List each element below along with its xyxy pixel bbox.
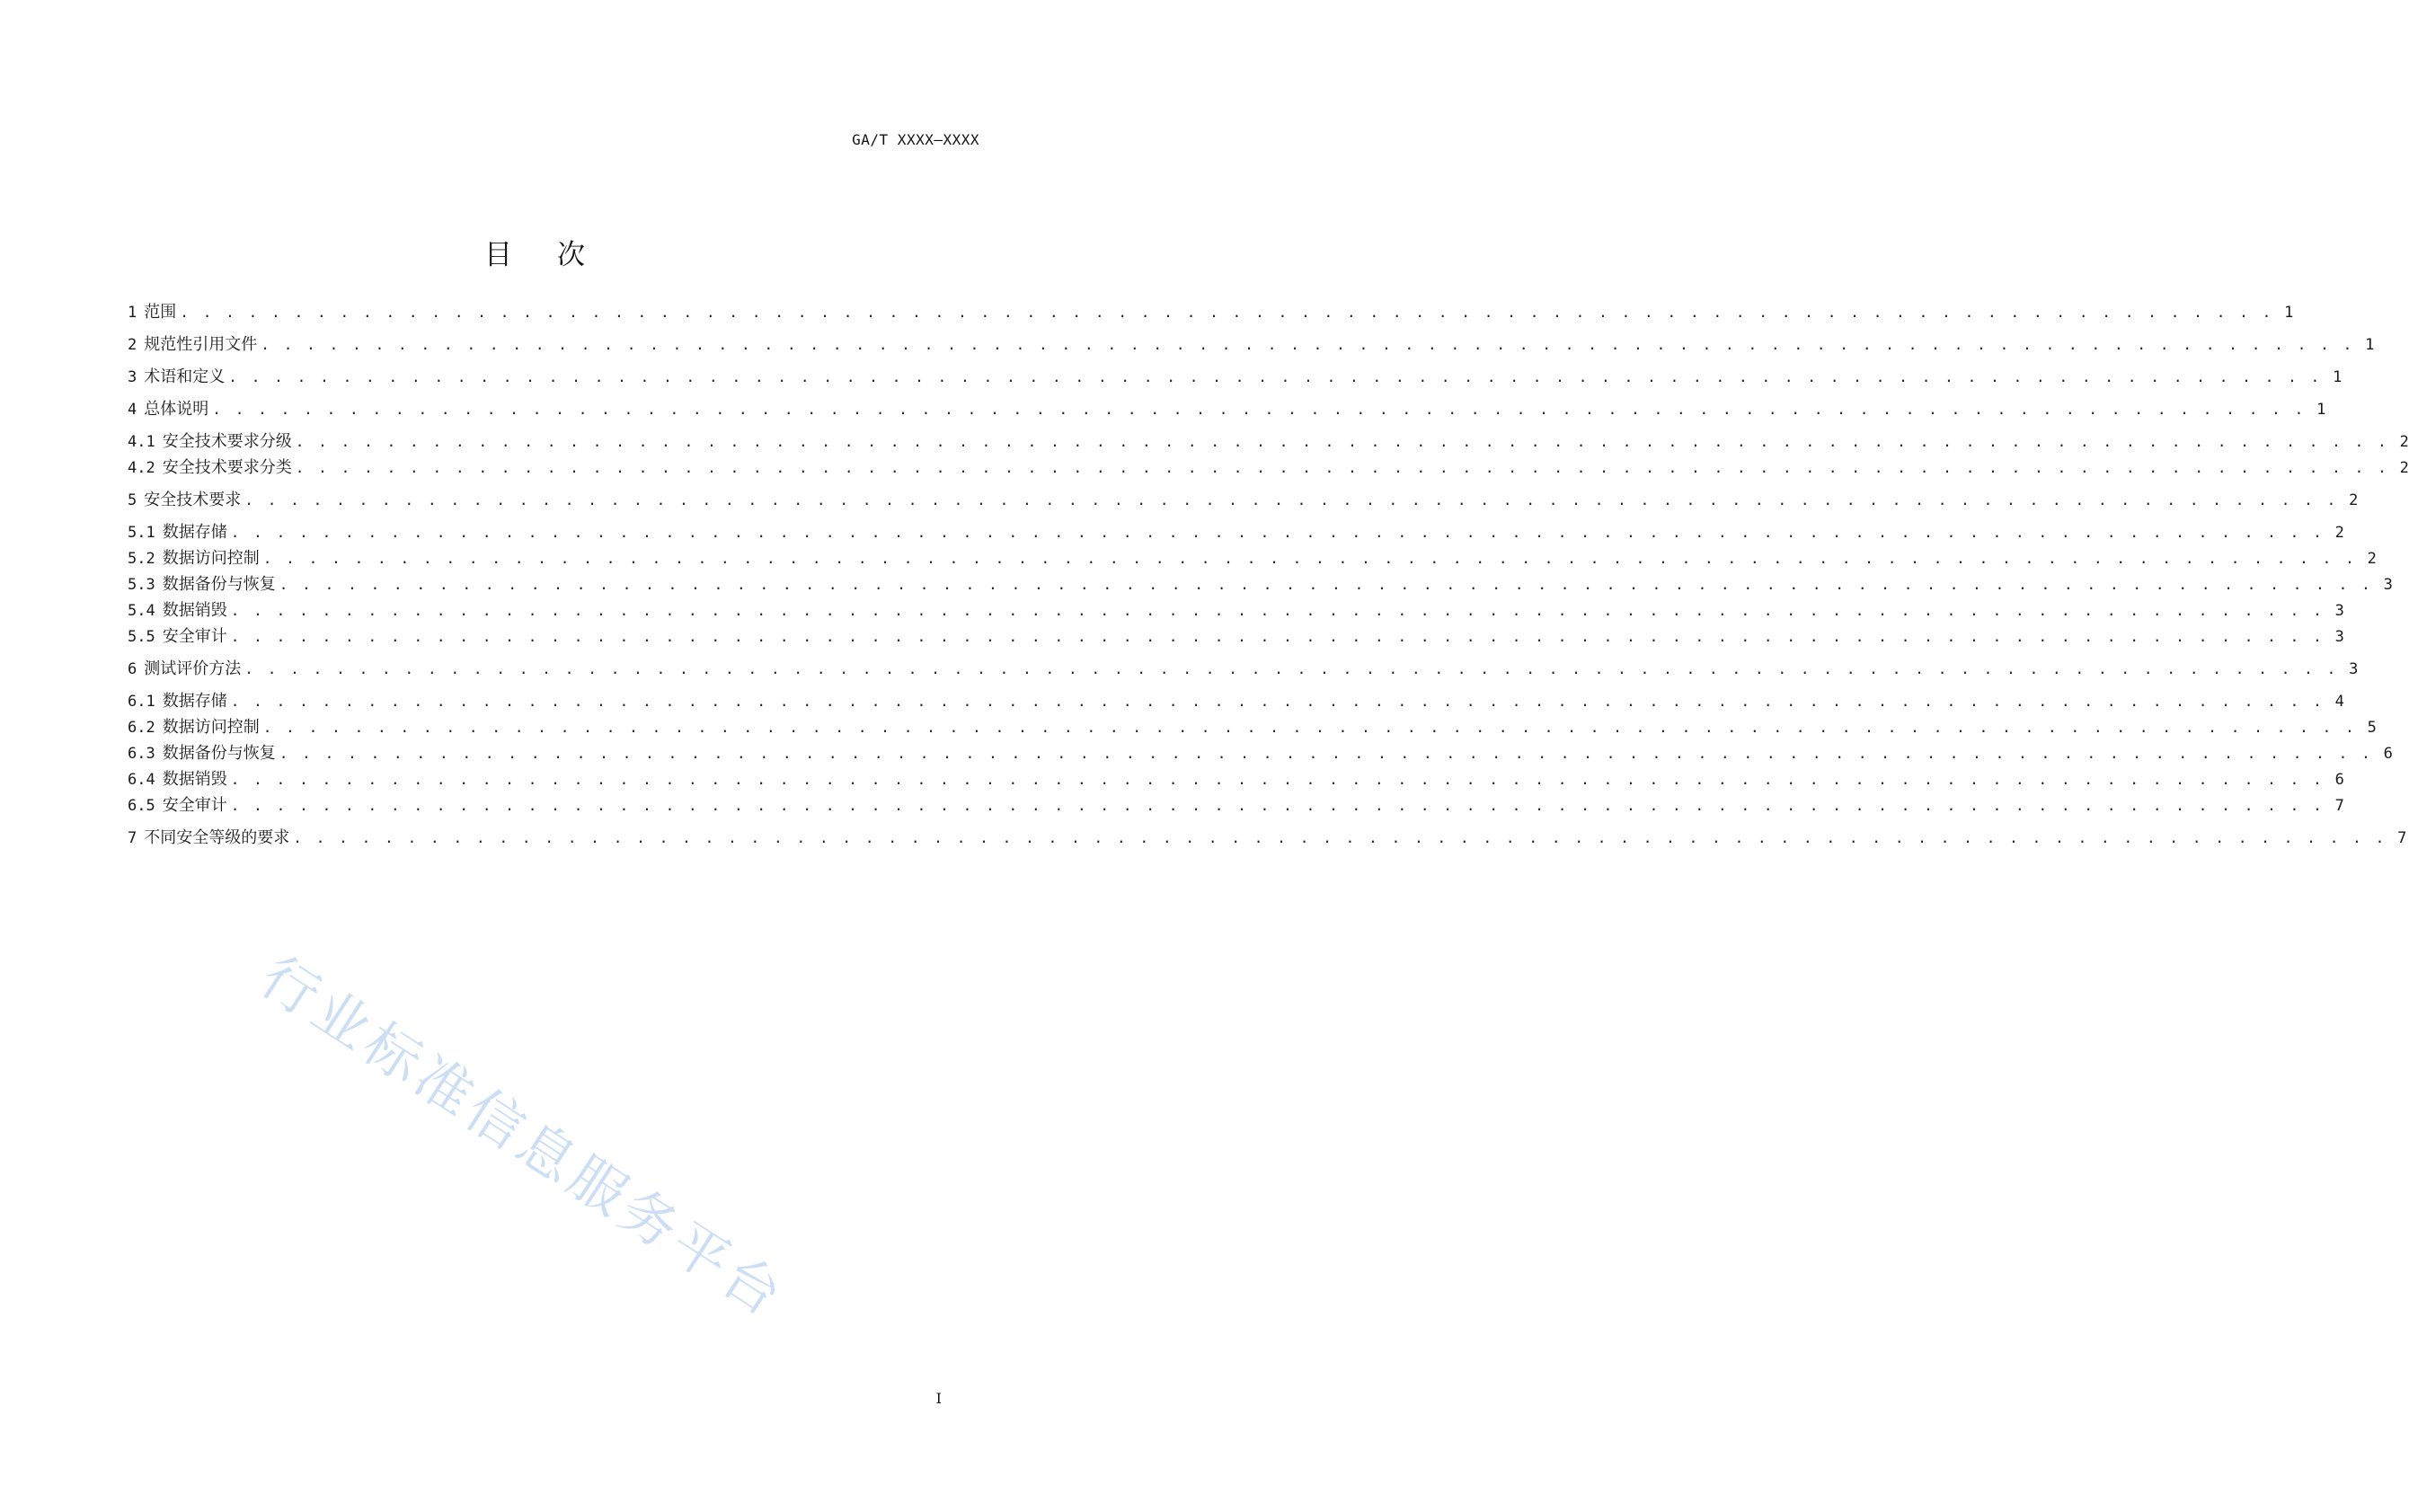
toc-entry-page: 2 — [2399, 433, 2409, 451]
toc-leader-dots: . . . . . . . . . . . . . . . . . . . . . . . . . . . . . . . . . . . . . . . . . . . . . . . . . . . . . . . . . . . . . . . . . . . . . . . . . . . . . . . . . . . . . . . . . . . . — [279, 576, 2373, 593]
toc-entry-label: 数据存储 — [162, 523, 227, 542]
toc-entry[interactable] — [128, 574, 2393, 596]
toc-entry-page: 2 — [2399, 459, 2409, 477]
toc-entry-page: 7 — [2334, 797, 2344, 815]
toc-entry[interactable] — [128, 490, 2359, 511]
toc-entry[interactable] — [128, 659, 2359, 680]
toc-entry-label: 安全技术要求分类 — [162, 458, 292, 477]
toc-leader-dots: . . . . . . . . . . . . . . . . . . . . . . . . . . . . . . . . . . . . . . . . . . . . . . . . . . . . . . . . . . . . . . . . . . . . . . . . . . . . . . . . . . . . . . . . . . . . — [230, 693, 2325, 710]
toc-leader-dots: . . . . . . . . . . . . . . . . . . . . . . . . . . . . . . . . . . . . . . . . . . . . . . . . . . . . . . . . . . . . . . . . . . . . . . . . . . . . . . . . . . . . . . . . . . . . — [261, 336, 2355, 353]
toc-title: 目次 — [484, 239, 630, 271]
toc-entry-page: 6 — [2383, 745, 2393, 763]
toc-entry[interactable] — [128, 827, 2407, 849]
toc-entry-number: 6.4 — [128, 771, 155, 789]
toc-entry-label: 总体说明 — [144, 400, 209, 419]
standard-code: GA/T XXXX—XXXX — [852, 131, 979, 148]
toc-entry[interactable] — [128, 334, 2375, 356]
toc-entry-page: 5 — [2367, 719, 2377, 737]
toc-entry-number: 6 — [128, 660, 137, 678]
toc-entry-number: 7 — [128, 829, 137, 847]
toc-entry-number: 5.5 — [128, 628, 155, 646]
toc-leader-dots: . . . . . . . . . . . . . . . . . . . . . . . . . . . . . . . . . . . . . . . . . . . . . . . . . . . . . . . . . . . . . . . . . . . . . . . . . . . . . . . . . . . . . . . . . . . . — [295, 459, 2389, 476]
toc-entry-label: 安全审计 — [162, 627, 227, 646]
toc-leader-dots: . . . . . . . . . . . . . . . . . . . . . . . . . . . . . . . . . . . . . . . . . . . . . . . . . . . . . . . . . . . . . . . . . . . . . . . . . . . . . . . . . . . . . . . . . . . . — [244, 491, 2339, 508]
toc-entry-page: 7 — [2397, 829, 2407, 847]
toc-leader-dots: . . . . . . . . . . . . . . . . . . . . . . . . . . . . . . . . . . . . . . . . . . . . . . . . . . . . . . . . . . . . . . . . . . . . . . . . . . . . . . . . . . . . . . . . . . . . — [262, 550, 2357, 567]
toc-entry-page: 3 — [2334, 628, 2344, 646]
toc-entry-number: 2 — [128, 336, 137, 354]
toc-entry-number: 5 — [128, 491, 137, 509]
toc-entry-page: 2 — [2334, 524, 2344, 542]
page-number: I — [935, 1390, 942, 1407]
toc-entry[interactable] — [128, 626, 2344, 648]
toc-entry-number: 4.2 — [128, 459, 155, 477]
toc-entry-label: 数据访问控制 — [162, 549, 260, 568]
toc-entry-page: 3 — [2334, 602, 2344, 620]
toc-leader-dots: . . . . . . . . . . . . . . . . . . . . . . . . . . . . . . . . . . . . . . . . . . . . . . . . . . . . . . . . . . . . . . . . . . . . . . . . . . . . . . . . . . . . . . . . . . . . — [293, 829, 2387, 846]
toc-entry-page: 6 — [2334, 771, 2344, 789]
toc-entry-page: 3 — [2383, 576, 2393, 594]
toc-entry-number: 4.1 — [128, 433, 155, 451]
toc-entry-number: 4 — [128, 401, 137, 419]
toc-entry[interactable] — [128, 769, 2344, 791]
toc-entry-number: 5.2 — [128, 550, 155, 568]
toc-entry-label: 数据备份与恢复 — [162, 575, 276, 594]
toc-entry[interactable] — [128, 548, 2377, 570]
toc-entry[interactable] — [128, 399, 2326, 420]
toc-entry[interactable] — [128, 743, 2393, 765]
toc-entry[interactable] — [128, 795, 2344, 817]
toc-leader-dots: . . . . . . . . . . . . . . . . . . . . . . . . . . . . . . . . . . . . . . . . . . . . . . . . . . . . . . . . . . . . . . . . . . . . . . . . . . . . . . . . . . . . . . . . . . . . — [295, 433, 2389, 450]
toc-entry[interactable] — [128, 367, 2343, 388]
toc-leader-dots: . . . . . . . . . . . . . . . . . . . . . . . . . . . . . . . . . . . . . . . . . . . . . . . . . . . . . . . . . . . . . . . . . . . . . . . . . . . . . . . . . . . . . . . . . . . . — [230, 602, 2325, 619]
toc-entry-number: 5.3 — [128, 576, 155, 594]
toc-entry-page: 2 — [2349, 491, 2359, 509]
toc-entry-label: 数据备份与恢复 — [162, 744, 276, 763]
toc-leader-dots: . . . . . . . . . . . . . . . . . . . . . . . . . . . . . . . . . . . . . . . . . . . . . . . . . . . . . . . . . . . . . . . . . . . . . . . . . . . . . . . . . . . . . . . . . . . . — [212, 401, 2307, 418]
toc-leader-dots: . . . . . . . . . . . . . . . . . . . . . . . . . . . . . . . . . . . . . . . . . . . . . . . . . . . . . . . . . . . . . . . . . . . . . . . . . . . . . . . . . . . . . . . . . . . . — [262, 719, 2357, 736]
toc-entry[interactable] — [128, 522, 2344, 544]
toc-entry[interactable] — [128, 691, 2344, 712]
toc-entry-number: 5.4 — [128, 602, 155, 620]
toc-entry[interactable] — [128, 457, 2409, 479]
toc-entry-number: 5.1 — [128, 524, 155, 542]
toc-entry-label: 安全技术要求 — [144, 491, 242, 509]
toc-entry-number: 6.1 — [128, 693, 155, 711]
toc-entry-page: 2 — [2367, 550, 2377, 568]
toc-leader-dots: . . . . . . . . . . . . . . . . . . . . . . . . . . . . . . . . . . . . . . . . . . . . . . . . . . . . . . . . . . . . . . . . . . . . . . . . . . . . . . . . . . . . . . . . . . . . — [230, 524, 2325, 541]
toc-entry-label: 不同安全等级的要求 — [144, 828, 290, 847]
toc-entry[interactable] — [128, 600, 2344, 622]
toc-entry-label: 安全审计 — [162, 796, 227, 815]
toc-entry-page: 1 — [2333, 368, 2343, 386]
toc-entry-page: 1 — [2365, 336, 2375, 354]
toc-leader-dots: . . . . . . . . . . . . . . . . . . . . . . . . . . . . . . . . . . . . . . . . . . . . . . . . . . . . . . . . . . . . . . . . . . . . . . . . . . . . . . . . . . . . . . . . . . . . — [230, 797, 2325, 814]
toc-entry[interactable] — [128, 431, 2409, 453]
toc-entry-page: 4 — [2334, 693, 2344, 711]
toc-entry-label: 测试评价方法 — [144, 659, 242, 678]
toc-entry-label: 数据销毁 — [162, 770, 227, 789]
toc-entry-page: 3 — [2349, 660, 2359, 678]
toc-leader-dots: . . . . . . . . . . . . . . . . . . . . . . . . . . . . . . . . . . . . . . . . . . . . . . . . . . . . . . . . . . . . . . . . . . . . . . . . . . . . . . . . . . . . . . . . . . . . — [230, 628, 2325, 645]
toc-entry-number: 6.3 — [128, 745, 155, 763]
toc-entry-label: 数据访问控制 — [162, 718, 260, 737]
toc-entry-label: 规范性引用文件 — [144, 335, 258, 354]
toc-entry-label: 安全技术要求分级 — [162, 432, 292, 451]
toc-leader-dots: . . . . . . . . . . . . . . . . . . . . . . . . . . . . . . . . . . . . . . . . . . . . . . . . . . . . . . . . . . . . . . . . . . . . . . . . . . . . . . . . . . . . . . . . . . . . — [279, 745, 2373, 762]
toc-entry-number: 3 — [128, 368, 137, 386]
toc-leader-dots: . . . . . . . . . . . . . . . . . . . . . . . . . . . . . . . . . . . . . . . . . . . . . . . . . . . . . . . . . . . . . . . . . . . . . . . . . . . . . . . . . . . . . . . . . . . . — [244, 660, 2339, 677]
toc-entry-page: 1 — [2316, 401, 2326, 419]
toc-entry-label: 数据销毁 — [162, 601, 227, 620]
toc-entry-label: 术语和定义 — [144, 367, 226, 386]
toc-entry-label: 数据存储 — [162, 692, 227, 711]
toc-entry-page: 1 — [2284, 304, 2294, 322]
toc-entry[interactable] — [128, 302, 2294, 323]
toc-entry[interactable] — [128, 717, 2377, 738]
toc-leader-dots: . . . . . . . . . . . . . . . . . . . . . . . . . . . . . . . . . . . . . . . . . . . . . . . . . . . . . . . . . . . . . . . . . . . . . . . . . . . . . . . . . . . . . . . . . . . . — [180, 304, 2274, 321]
toc-entry-number: 6.5 — [128, 797, 155, 815]
toc-leader-dots: . . . . . . . . . . . . . . . . . . . . . . . . . . . . . . . . . . . . . . . . . . . . . . . . . . . . . . . . . . . . . . . . . . . . . . . . . . . . . . . . . . . . . . . . . . . . — [228, 368, 2323, 385]
toc-entry-number: 6.2 — [128, 719, 155, 737]
watermark: 行业标准信息服务平台 — [249, 943, 798, 1331]
toc-entry-label: 范围 — [144, 303, 177, 322]
toc-entry-number: 1 — [128, 304, 137, 322]
toc-leader-dots: . . . . . . . . . . . . . . . . . . . . . . . . . . . . . . . . . . . . . . . . . . . . . . . . . . . . . . . . . . . . . . . . . . . . . . . . . . . . . . . . . . . . . . . . . . . . — [230, 771, 2325, 788]
